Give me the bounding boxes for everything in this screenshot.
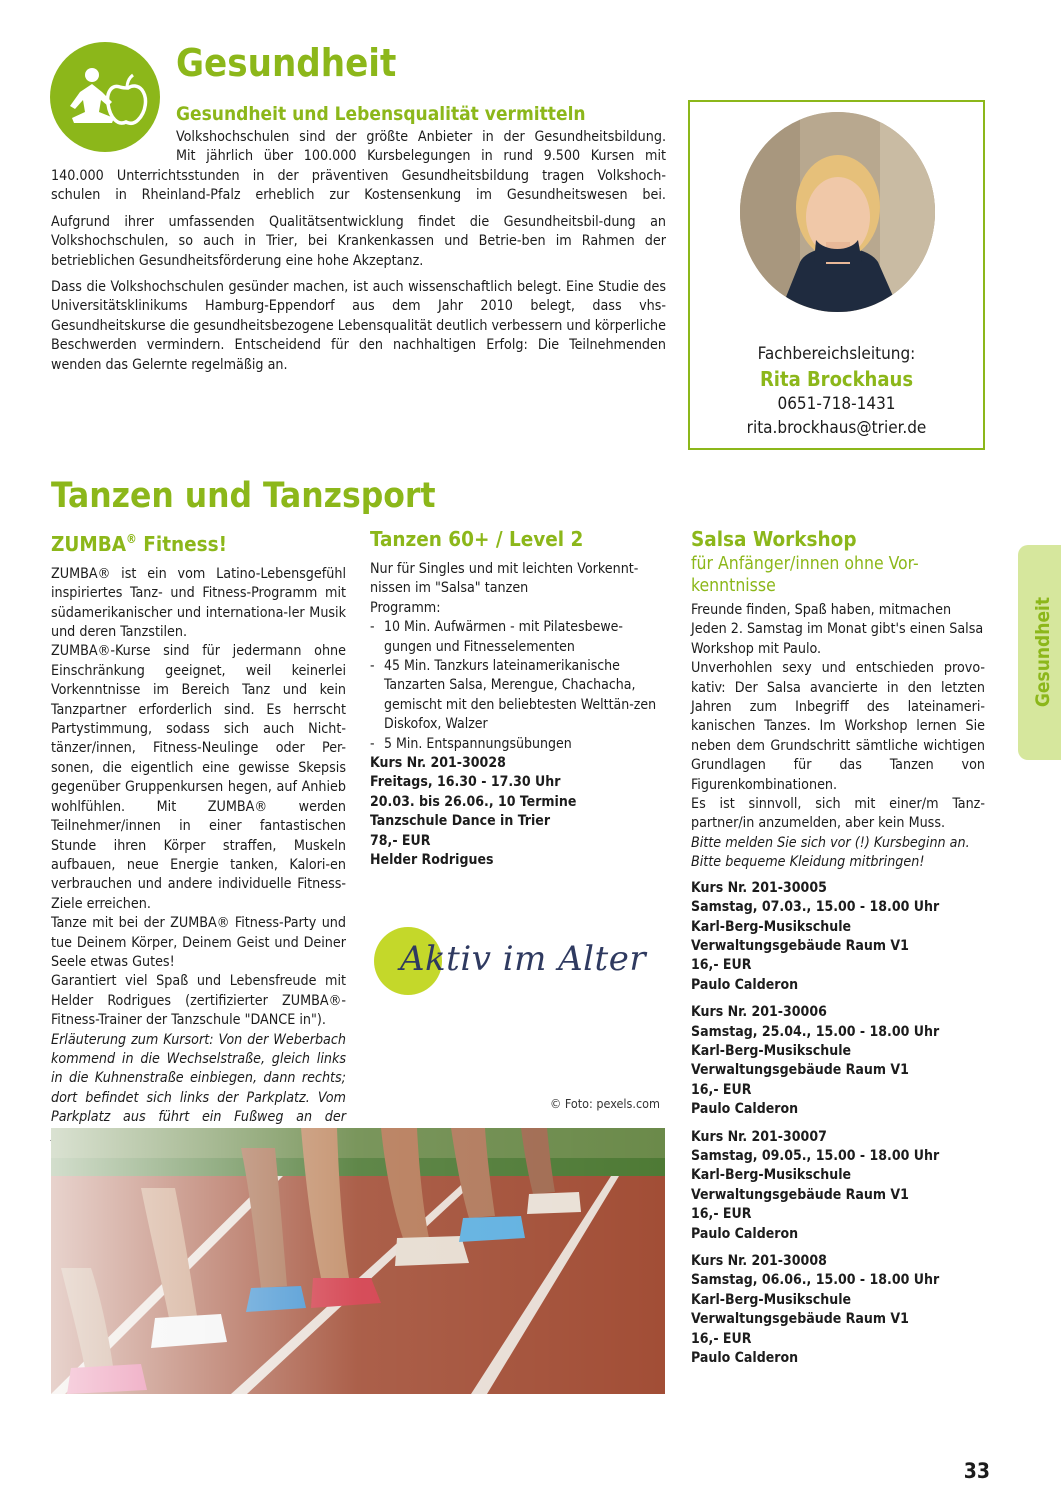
salsa-course-1 xyxy=(691,879,985,995)
course-number: Kurs Nr. 201-30007 xyxy=(691,1128,827,1145)
salsa-text-3: Es ist sinnvoll, sich mit einer/m Tanz-partner/in anzumelden, aber kein Muss. xyxy=(691,796,985,832)
tanzen60-course-location: Tanzschule Dance in Trier xyxy=(370,813,551,830)
tanzen60-column xyxy=(370,526,666,871)
salsa-column xyxy=(691,526,985,1368)
course-date: Samstag, 25.04., 15.00 - 18.00 Uhr xyxy=(691,1023,940,1040)
health-paragraph-2: Aufgrund ihrer umfassenden Qualitätsentwicklung findet die Gesundheitsbil-dung an Volkshochschulen, so auch in Trier, bei Krankenkassen und Betrie-ben im Rahmen der betrieblichen Gesundheitsförderung eine hohe Akzeptanz. xyxy=(51,214,666,269)
salsa-text-2: Unverhohlen sexy und entschieden provo-kativ: Der Salsa avancierte in den letzten Jahren zum Inbegriff des lateinameri-kanischen Tanzes. Im Workshop lernen Sie neben dem Grundschritt sämtliche wichtigen Grundlagen für das Tanzen von Figurenkombinationen. xyxy=(691,660,985,793)
course-room: Verwaltungsgebäude Raum V1 xyxy=(691,1062,909,1079)
tanzen60-program-label: Programm: xyxy=(370,599,441,616)
tanzen60-title: Tanzen 60+ / Level 2 xyxy=(370,527,584,551)
salsa-note: Bitte melden Sie sich vor (!) Kursbeginn an. Bitte bequeme Kleidung mitbringen! xyxy=(691,834,970,871)
salsa-course-3 xyxy=(691,1128,985,1244)
health-icon-circle xyxy=(50,42,160,152)
tanzen60-course-dates: 20.03. bis 26.06., 10 Termine xyxy=(370,793,577,810)
course-date: Samstag, 07.03., 15.00 - 18.00 Uhr xyxy=(691,899,940,916)
zumba-location-note: Erläuterung zum Kursort: Von der Weberbach kommend in die Wechselstraße, gleich links in die Kuhnenstraße einbiegen, dann rechts; dort befindet sich links der Parkplatz. Vom Parkplatz aus führt ein Fußweg an der xyxy=(51,1031,346,1126)
photo-credit: © Foto: pexels.com xyxy=(550,1096,660,1111)
course-room: Verwaltungsgebäude Raum V1 xyxy=(691,1186,909,1203)
contact-photo xyxy=(740,112,935,312)
intro-line-1: Volkshochschulen sind der größte Anbieter in der Gesundheitsbildung. xyxy=(176,129,666,145)
tanzen60-course-price: 78,- EUR xyxy=(370,832,431,849)
contact-text xyxy=(690,342,983,440)
intro-line-3: 140.000 Unterrichtsstunden in der präventiven Gesundheitsbildung tragen Volkshoch- xyxy=(51,168,666,184)
tanzen60-program-list xyxy=(370,618,666,754)
aktiv-im-alter-text: Aktiv im Alter xyxy=(400,939,647,979)
course-number: Kurs Nr. 201-30006 xyxy=(691,1004,827,1021)
salsa-subtitle: für Anfänger/innen ohne Vor-kenntnisse xyxy=(691,554,919,596)
course-price: 16,- EUR xyxy=(691,957,752,974)
course-teacher: Paulo Calderon xyxy=(691,1225,799,1242)
course-room: Verwaltungsgebäude Raum V1 xyxy=(691,937,909,954)
tanzen60-course-time: Freitags, 16.30 - 17.30 Uhr xyxy=(370,774,561,791)
course-price: 16,- EUR xyxy=(691,1081,752,1098)
running-photo xyxy=(51,1128,665,1394)
course-teacher: Paulo Calderon xyxy=(691,1101,799,1118)
course-date: Samstag, 06.06., 15.00 - 18.00 Uhr xyxy=(691,1272,940,1289)
tanzen60-intro: Nur für Singles und mit leichten Vorkennt-nissen im "Salsa" tanzen xyxy=(370,561,639,597)
salsa-title: Salsa Workshop xyxy=(691,527,857,551)
zumba-text-1: ZUMBA® ist ein vom Latino-Lebensgefühl inspiriertes Tanz- und Fitness-Programm mit südamerikanischer und internationa-ler Musik und deren Tanzstilen. xyxy=(51,565,346,641)
tanzen60-course-teacher: Helder Rodrigues xyxy=(370,852,494,869)
health-intro-top xyxy=(176,128,666,167)
contact-phone: 0651-718-1431 xyxy=(777,394,896,414)
salsa-course-2 xyxy=(691,1003,985,1119)
health-title: Gesundheit xyxy=(176,41,397,85)
zumba-title xyxy=(51,526,346,557)
side-tab-label: Gesundheit xyxy=(1032,596,1054,708)
course-room: Verwaltungsgebäude Raum V1 xyxy=(691,1311,909,1328)
zumba-text-3: Tanze mit bei der ZUMBA® Fitness-Party und tue Deinem Körper, Deinem Geist und Deiner Seele etwas Gutes! xyxy=(51,915,346,970)
zumba-title-text: ZUMBA xyxy=(51,531,127,556)
contact-label: Fachbereichsleitung: xyxy=(757,344,916,364)
program-item: - 10 Min. Aufwärmen - mit Pilatesbewe-gungen und Fitnesselementen xyxy=(370,618,666,657)
zumba-text-2: ZUMBA®-Kurse sind für jedermann ohne Einschränkung geeignet, weil keinerlei Vorkenntnisse im Bereich Tanz und kein Tanzpartner erforderlich sind. Es herrscht Partystimmung, sodass sich auch Nicht-tänzer/innen, Fitness-Neulinge oder Per-sonen, die eigentlich eine gewisse Skepsis gegenüber Gruppenkursen hegen, auf Anhieb wohlfühlen. Mit ZUMBA® werden Teilnehmer/innen in einer fantastischen Stunde ihren Körper straffen, Muskeln aufbauen, neue Energie tanken, Kalori-en verbrauchen und andere individuelle Fitness-Ziele erreichen. xyxy=(51,643,346,912)
intro-line-2: Mit jährlich über 100.000 Kursbelegungen in rund 9.500 Kursen mit xyxy=(176,148,666,165)
course-venue: Karl-Berg-Musikschule xyxy=(691,1042,852,1059)
zumba-title-rest: Fitness! xyxy=(136,531,228,556)
course-price: 16,- EUR xyxy=(691,1330,752,1347)
course-teacher: Paulo Calderon xyxy=(691,1350,799,1367)
health-paragraph-3: Dass die Volkshochschulen gesünder machen, ist auch wissenschaftlich belegt. Eine Studie des Universitätsklinikums Hamburg-Eppendorf aus dem Jahr 2010 belegt, dass vhs-Gesundheitskurse die gesundheitsbezogene Lebensqualität deutlich verbessern und körperliche Beschwerden vermindern. Entscheidend für den nachhaltigen Erfolg: Die Teilnehmenden wenden das Gelernte regelmäßig an. xyxy=(51,279,666,373)
course-venue: Karl-Berg-Musikschule xyxy=(691,1291,852,1308)
contact-box xyxy=(688,100,985,450)
side-tab xyxy=(1018,545,1061,760)
tanzen60-course-number: Kurs Nr. 201-30028 xyxy=(370,755,506,772)
course-venue: Karl-Berg-Musikschule xyxy=(691,1167,852,1184)
course-venue: Karl-Berg-Musikschule xyxy=(691,918,852,935)
course-teacher: Paulo Calderon xyxy=(691,976,799,993)
contact-name: Rita Brockhaus xyxy=(759,367,914,391)
program-item: - 45 Min. Tanzkurs lateinamerikanische Tanzarten Salsa, Merengue, Chachacha, gemischt mit den beliebtesten Welttän-zen Diskofox, Walzer xyxy=(370,657,666,735)
course-number: Kurs Nr. 201-30005 xyxy=(691,879,827,896)
meditation-apple-icon xyxy=(50,42,160,152)
page-number: 33 xyxy=(963,1459,990,1483)
salsa-text-1: Freunde finden, Spaß haben, mitmachen Jeden 2. Samstag im Monat gibt's einen Salsa Workshop mit Paulo. xyxy=(691,602,984,657)
course-price: 16,- EUR xyxy=(691,1206,752,1223)
salsa-course-4 xyxy=(691,1252,985,1368)
contact-email[interactable]: rita.brockhaus@trier.de xyxy=(746,418,927,438)
zumba-title-reg: ® xyxy=(126,532,137,546)
zumba-text-4: Garantiert viel Spaß und Lebensfreude mit Helder Rodrigues (zertifizierter ZUMBA®-Fitness-Trainer der Tanzschule "DANCE in"). xyxy=(51,973,346,1029)
health-subtitle: Gesundheit und Lebensqualität vermitteln xyxy=(176,103,586,125)
course-date: Samstag, 09.05., 15.00 - 18.00 Uhr xyxy=(691,1147,940,1164)
health-intro-bottom xyxy=(51,167,666,206)
intro-line-4: schulen in Rheinland-Pfalz erheblich zur Kostensenkung im Gesundheitswesen bei. xyxy=(51,187,666,204)
section-title: Tanzen und Tanzsport xyxy=(51,476,436,516)
course-number: Kurs Nr. 201-30008 xyxy=(691,1253,827,1269)
tanzen60-course-info xyxy=(370,754,666,870)
aktiv-im-alter-logo xyxy=(372,925,664,997)
program-item: - 5 Min. Entspannungsübungen xyxy=(370,735,666,754)
